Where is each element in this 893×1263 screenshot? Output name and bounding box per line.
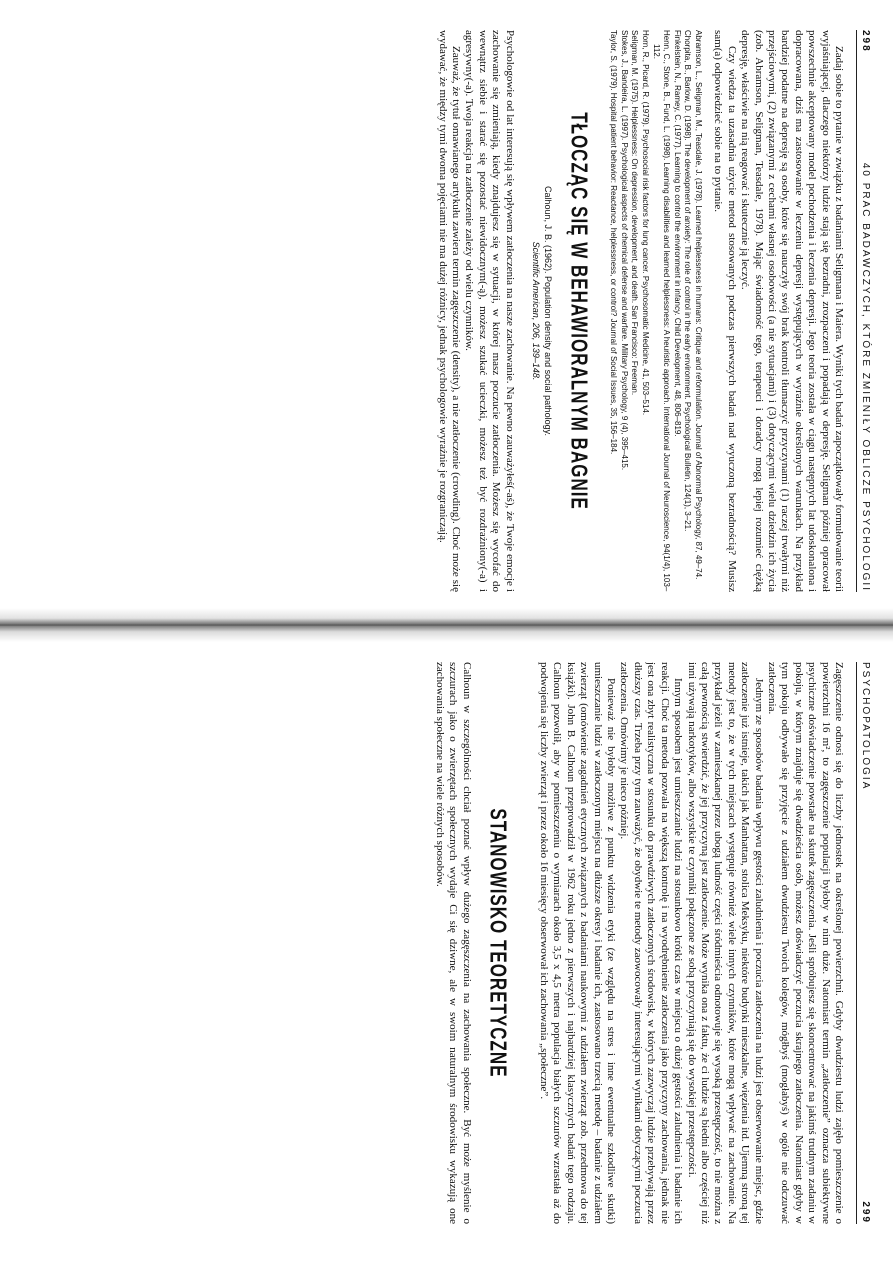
body-paragraph: Zagęszczenie odnosi się do liczby jednostek na określonej powierzchni. Gdyby dwudziestu ludzi zajęło pomieszczenie o powierzchni 16 m², to zagęszczenie populacji byłoby w nim duże. Natomiast termin „zatłoczenie” oznacza subiektywne psychiczne doświadczenie powstałe na skutek zagęszczenia. Jeśli spróbujesz się skoncentrować na jakimś trudnym zadaniu w pokoju, w którym znajduje się dwadzieścia osób, możesz doświadczyć poczucia skrajnego zatłoczenia. Natomiast gdyby w tym pokoju odbywało się przyjęcie z udziałem dwudziestu Twoich kolegów, mógłbyś (mogłabyś) w ogóle nie odczuwać zatłoczenia. <box>765 662 845 1224</box>
body-paragraph: Czy wiedza ta uzasadnia użycie metod stosowanych podczas pierwszych badań nad wyuczoną bezradnością? Musisz sam(a) odpowiedzieć sobie na to pytanie. <box>712 30 738 592</box>
reference-item: Stokes, J., Bandeira, L. (1997). Psychological aspects of chemical defense and warfare. Military Psychology, 9 (4), 395–415. <box>619 30 629 471</box>
page-number: 298 <box>860 30 871 53</box>
left-page-content <box>18 30 845 592</box>
body-paragraph: Zauważ, że tytuł omawianego artykułu zawiera termin zagęszczenie (density), a nie zatłoczenie (crowding). Choć może się wydawać, że między tymi dwoma pojęciami nie ma dużej różnicy, jednak psychologowie wyraźnie je rozgraniczają. <box>436 30 462 592</box>
section-title: STANOWISKO TEORETYCZNE <box>484 808 511 1078</box>
right-page-content <box>18 662 845 1224</box>
left-page <box>0 0 893 622</box>
running-title: 40 PRAC BADAWCZYCH, KTÓRE ZMIENIŁY OBLICZE PSYCHOLOGII <box>860 162 871 592</box>
reference-item: Horn, R., Picard, R. (1979). Psychosocial risk factors for lung cancer. Psychosomatic Medicine, 41, 503–514. <box>640 30 650 416</box>
reference-item: Abramson, L., Seligman, M., Teasdale, J. (1978). Learned helplessness in humans: Critique and reformulation. Journal of Abnormal Psychology, 87, 49–74. <box>693 30 703 580</box>
body-paragraph: Ponieważ nie byłoby możliwe z punktu widzenia etyki (ze względu na stres i inne ewentualne szkodliwe skutki) umieszczanie ludzi w zatłoczonym miejscu na dłuższe okresy i badanie ich, zastosowano trzecią metodę – badanie z udziałem zwierząt (omówienie zagadnień etycznych związanych z badaniami naukowymi z udziałem zwierząt zob. przedmowa do tej książki). John B. Calhoun przeprowadził w 1962 roku jedno z pierwszych i najbardziej klasycznych badań tego rodzaju. Calhoun pozwolił, aby w pomieszczeniu o wymiarach około 3,5 x 4,5 metra populacja białych szczurów wzrastała aż do podwojenia się liczby zwierząt i przez około 16 miesięcy obserwował ich zachowania „społeczne”. <box>538 662 618 1224</box>
reference-item: Chorpita, B., Barlow, D. (1998). The development of anxiety: The role of control in the early environment. Psychological Bulletin, 124(1), 3–21. <box>683 30 693 532</box>
body-paragraph: Calhoun w szczególności chciał poznać wpływ dużego zagęszczenia na zachowania społeczne. Być może myślenie o szczurach jako o zwierzętach społecznych wydaje Ci się dziwne, ale w swoim naturalnym środowisku wykazują one zachowania społeczne na wiele różnych sposobów. <box>433 662 473 1224</box>
body-paragraph: Zadaj sobie to pytanie w związku z badaniami Seligmana i Maiera. Wyniki tych badań zapoczątkowały formułowanie teorii wyjaśniającej, dlaczego niektórzy ludzie stają się bezradni, zrozpaczeni i popadają w depresję. Seligman później opracował powszechnie akceptowany model pochodzenia i leczenia depresji. Jego teoria została w ciągu następnych lat udoskonalona i dopracowana, dziś ma zastosowanie w leczeniu depresji występujących w wyraźnie określonych warunkach. Na przykład bardziej podatne na depresję są osoby, które się nauczyły swój brak kontroli tłumaczyć przyczynami (1) raczej trwałymi niż przejściowymi, (2) związanymi z cechami własnej osobowości (a nie sytuacjami) i (3) dotyczącymi wielu dziedzin ich życia (zob. Abramson, Seligman, Teasdale, 1978). Mając świadomość tego, terapeuci i doradcy mogą lepiej rozumieć ciężką depresję, właściwie na nią reagować i skutecznie ją leczyć. <box>739 30 845 592</box>
section-title: TŁOCZĄC SIĘ W BEHAWIORALNYM BAGNIE <box>565 112 592 510</box>
reference-item: Taylor, S. (1979). Hospital patient behavior: Reactance, helplessness, or control? Journal of Social Issues, 35, 156–184. <box>609 30 619 455</box>
running-title: PSYCHOPATOLOGIA <box>860 662 871 791</box>
article-source <box>530 30 554 592</box>
page-number: 299 <box>860 1201 871 1224</box>
source-journal: Scientific American, 206, 139–148. <box>530 241 541 381</box>
running-head-left <box>856 30 871 592</box>
body-paragraph: Jednym ze sposobów badania wpływu gęstości zaludnienia i poczucia zatłoczenia na ludzi jest obserwowanie miejsc, gdzie zatłoczenie już istnieje, takich jak Manhattan, stolica Meksyku, niektóre budynki mieszkalne, więzienia itd. Ujemną stroną tej metody jest to, że w tych miejscach występuje również wiele innych czynników, które mogą wpływać na zachowanie. Na przykład jeżeli w zamieszkanej przez ubogą ludność części śródmieścia odnotowuje się wysoką przestępczość, to nie można z całą pewnością stwierdzić, że jej przyczyną jest zatłoczenie. Może wynika ona z faktu, że ci ludzie są biedni albo częściej niż inni używają narkotyków, albo wszystkie te czynniki połączone ze sobą przyczyniają się do wysokiej przestępczości. <box>685 662 765 1224</box>
source-citation: Calhoun, J. B. (1962). Population density and social pathology. <box>542 186 553 436</box>
running-head-right <box>856 662 871 1224</box>
reference-item: Henn, C., Stone, B., Fund, L. (1998). Learning disabilities and learned helplessness: A heuristic approach. International Journal of Neuroscience, 94(1/4), 103–112. <box>651 30 672 592</box>
body-paragraph: Innym sposobem jest umieszczanie ludzi na stosunkowo krótki czas w miejscu o dużej gęstości zaludnienia i badanie ich reakcji. Choć ta metoda pozwala na większą kontrolę i na wyodrębnienie zatłoczenia jako przyczyny zachowania, jednak nie jest ona zbyt realistyczna w stosunku do prawdziwych zatłoczonych środowisk, w których zazwyczaj ludzie przebywają przez dłuższy czas. Trzeba przy tym zauważyć, że obydwie te metody zaowocowały interesującymi wynikami dotyczącymi poczucia zatłoczenia. Omówimy je nieco później. <box>618 662 685 1224</box>
reference-item: Finkelstein, N., Ramey, C. (1977). Learning to control the environment in infancy. Child Development, 48, 806–819. <box>672 30 682 437</box>
reference-item: Seligman, M. (1975). Helplessness: On depression, development, and death. San Francisco: Freeman. <box>630 30 640 396</box>
reference-list <box>608 30 703 592</box>
right-page <box>0 632 893 1254</box>
body-paragraph: Psychologowie od lat interesują się wpływem zatłoczenia na nasze zachowanie. Na pewno zauważyłeś(-aś), że Twoje emocje i zachowanie się zmieniają, kiedy znajdujesz się w sytuacji, w której masz poczucie zatłoczenia. Możesz się wycofać do wewnątrz siebie i starać się pozostać niewidocznym(-ą), możesz szukać ucieczki, możesz też być rozdrażniony(-a) i agresywny(-a). Twoja reakcja na zatłoczenie zależy od wielu czynników. <box>463 30 516 592</box>
